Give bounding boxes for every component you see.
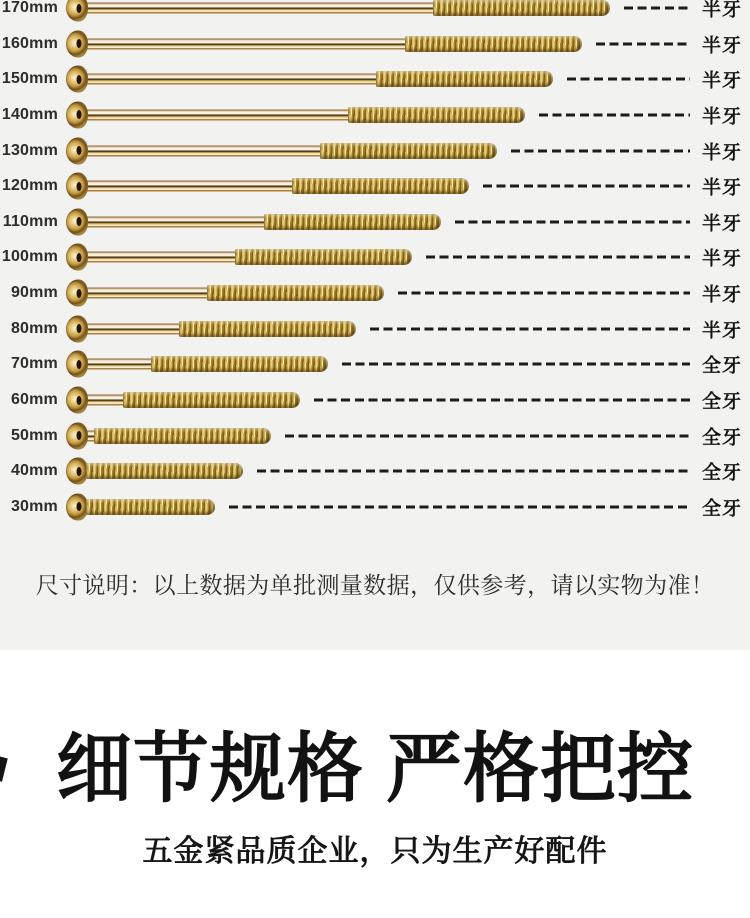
- thread-type-label: 半牙: [702, 177, 743, 199]
- screw-thread: [235, 249, 412, 265]
- dash-line: [596, 42, 690, 45]
- dash-line: [314, 399, 690, 402]
- screw-shank: [84, 145, 322, 156]
- screw-thread: [433, 0, 610, 16]
- screw-size-label: 60mm: [10, 391, 58, 409]
- screw-row: [0, 0, 750, 26]
- dash-line: [398, 292, 690, 295]
- screw-size-label: 130mm: [1, 141, 58, 159]
- thread-type-label: 全牙: [702, 427, 743, 449]
- dash-line: [511, 149, 690, 152]
- screw-head: [66, 351, 88, 378]
- screw-size-label: 80mm: [10, 319, 58, 337]
- screw-size-label: 140mm: [1, 105, 58, 123]
- screw-row: [0, 489, 750, 525]
- screw-head: [66, 387, 88, 414]
- screw-head: [66, 101, 88, 128]
- thread-type-label: 全牙: [702, 355, 743, 377]
- thread-type-label: 全牙: [702, 391, 743, 413]
- screw-shank: [84, 395, 125, 406]
- screw-thread: [123, 392, 300, 408]
- screw-shank: [84, 323, 181, 334]
- thread-type-label: 半牙: [702, 35, 743, 57]
- dash-line: [539, 113, 690, 116]
- screw-row: [0, 346, 750, 382]
- thread-type-label: 半牙: [702, 213, 743, 235]
- dash-line: [370, 327, 690, 330]
- screw-head: [66, 137, 88, 164]
- screw-row: [0, 453, 750, 489]
- screw-head: [66, 66, 88, 93]
- screw-size-label: 160mm: [1, 34, 58, 52]
- size-disclaimer-text: 尺寸说明：以上数据为单批测量数据，仅供参考，请以实物为准！: [35, 571, 715, 598]
- screw-thread: [94, 428, 271, 444]
- screw-size-label: 120mm: [1, 177, 58, 195]
- screw-size-label: 50mm: [10, 426, 58, 444]
- screw-size-label: 90mm: [10, 284, 58, 302]
- dash-line: [455, 220, 690, 223]
- screw-head: [66, 458, 88, 485]
- screw-row: [0, 97, 750, 133]
- screw-head: [66, 30, 88, 57]
- screw-shank: [84, 252, 237, 263]
- screw-row: [0, 26, 750, 62]
- screw-shank: [84, 216, 266, 227]
- screw-row: [0, 61, 750, 97]
- screw-row: [0, 168, 750, 204]
- screw-row: [0, 133, 750, 169]
- dash-line: [342, 363, 690, 366]
- screw-thread: [151, 356, 328, 372]
- screw-shank: [84, 38, 407, 49]
- screw-thread: [320, 143, 497, 159]
- screw-thread: [207, 285, 384, 301]
- dash-line: [257, 470, 690, 473]
- dash-line: [426, 256, 690, 259]
- screw-size-label: 100mm: [1, 248, 58, 266]
- screw-thread: [86, 463, 243, 479]
- dash-line: [483, 185, 690, 188]
- screw-thread: [292, 178, 469, 194]
- screw-head: [66, 244, 88, 271]
- screw-size-label: 70mm: [10, 355, 58, 373]
- thread-type-label: 全牙: [702, 498, 743, 520]
- section-subheading: 五金紧品质企业，只为生产好配件: [142, 835, 608, 868]
- screw-row: [0, 275, 750, 311]
- dash-line: [229, 505, 690, 508]
- dash-line: [285, 434, 690, 437]
- screw-thread: [264, 214, 441, 230]
- screw-row: [0, 382, 750, 418]
- dash-line: [567, 78, 690, 81]
- screw-shank: [84, 3, 435, 14]
- dash-line: [624, 7, 690, 10]
- screw-shank: [84, 359, 153, 370]
- thread-type-label: 半牙: [702, 248, 743, 270]
- screw-row: [0, 204, 750, 240]
- screw-size-label: 110mm: [2, 212, 58, 230]
- screw-size-label: 30mm: [10, 497, 58, 515]
- thread-type-label: 半牙: [702, 70, 743, 92]
- screw-shank: [84, 109, 350, 120]
- screw-head: [66, 173, 88, 200]
- thread-type-label: 全牙: [702, 462, 743, 484]
- screw-head: [66, 0, 88, 22]
- screw-size-label: 150mm: [1, 70, 58, 88]
- thread-type-label: 半牙: [702, 320, 743, 342]
- screw-shank: [84, 181, 294, 192]
- screw-head: [66, 208, 88, 235]
- screw-shank: [84, 74, 378, 85]
- thread-type-label: 半牙: [702, 142, 743, 164]
- screw-head: [66, 493, 88, 520]
- screw-head: [66, 280, 88, 307]
- thread-type-label: 半牙: [702, 284, 743, 306]
- screw-shank: [84, 288, 209, 299]
- screw-thread: [179, 321, 356, 337]
- thread-type-label: 半牙: [702, 0, 743, 21]
- screw-size-label: 170mm: [1, 0, 58, 16]
- screw-row: [0, 239, 750, 275]
- screw-thread: [86, 499, 215, 515]
- thread-type-label: 半牙: [702, 106, 743, 128]
- screw-row: [0, 311, 750, 347]
- screw-thread: [376, 71, 553, 87]
- screw-size-label: 40mm: [10, 462, 58, 480]
- screw-thread: [348, 107, 525, 123]
- footer-section: [0, 650, 750, 918]
- screw-thread: [405, 36, 582, 52]
- screw-row: [0, 418, 750, 454]
- section-heading: 细节规格 严格把控: [55, 727, 695, 812]
- screw-head: [66, 422, 88, 449]
- screw-head: [66, 315, 88, 342]
